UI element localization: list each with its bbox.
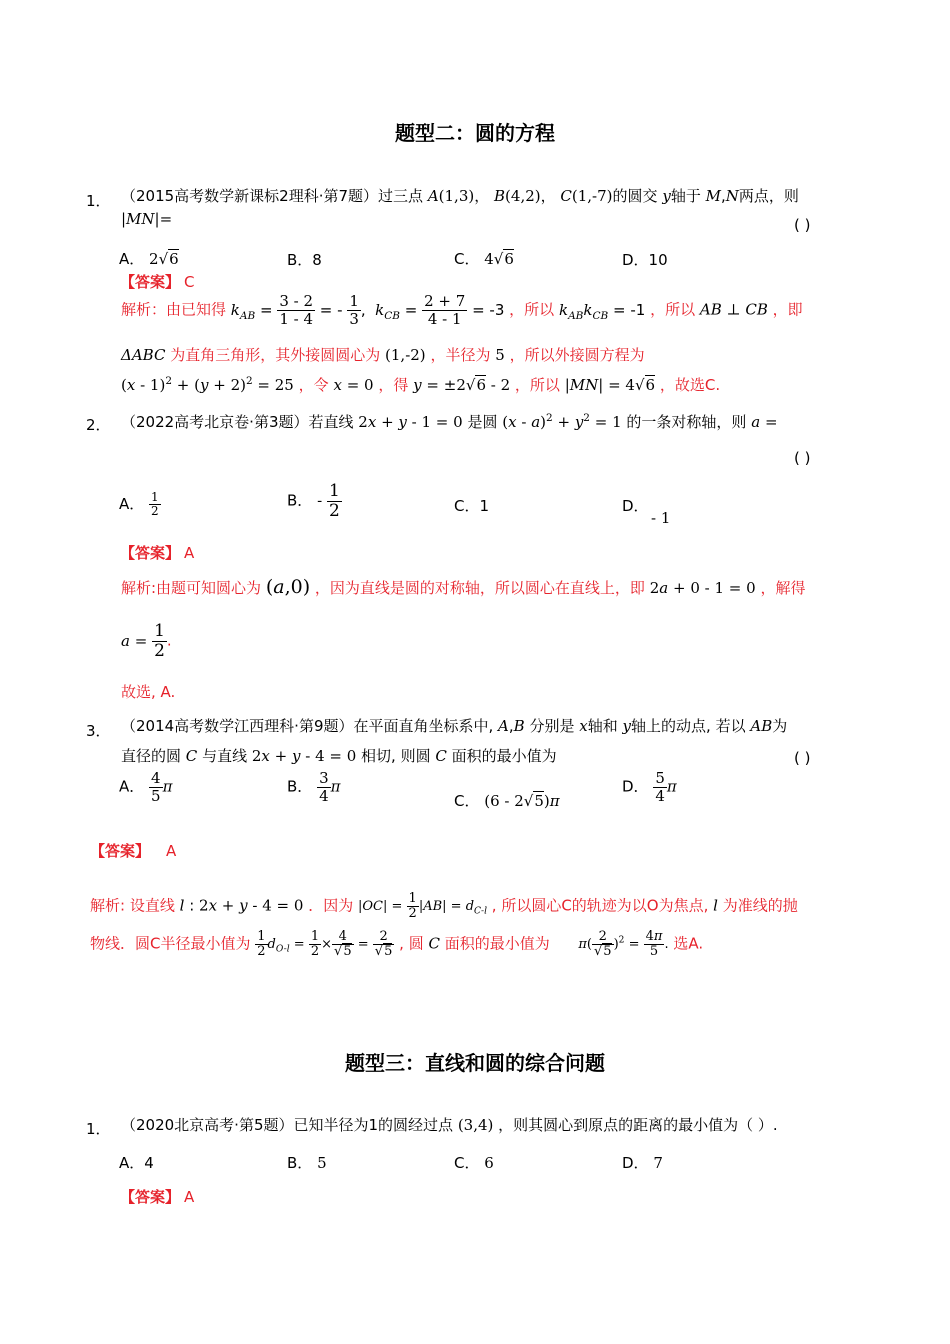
analysis-line1: 解析：由已知得 $k_{AB}$ = $\frac{3 - 2}{1 - 4}$ = - $\frac{1}{3}$ , $k_{CB}$ = $\frac{2 + 7}{4 - 1}$ = -3 ，所以 $k_{AB}k_{CB} = -1$ ，所以 AB ⊥ CB ，即 bbox=[121, 292, 803, 328]
answer-bracket: ( ) bbox=[794, 449, 811, 467]
option-a: A． 2√6 bbox=[119, 250, 179, 268]
question-text-line2: |MN|= bbox=[121, 210, 173, 228]
option-a: A． $\frac{1}{2}$ bbox=[119, 490, 159, 519]
option-a: A．4 bbox=[119, 1154, 154, 1172]
option-a: A． $\frac{4}{5}$ π bbox=[119, 769, 173, 805]
question-text: （2022高考北京卷·第3题）若直线 2x + y - 1 = 0 是圆 $(x - a)^2 + y^2 = 1$ 的一条对称轴，则 a = bbox=[121, 412, 778, 431]
analysis-line2: 物线．圆C半径最小值为 $\frac{1}{2}$ $d_{O-l}$ = $\frac{1}{2}$ × $\frac{4}{√5}$ = $\frac{2}{√5}$ , 圆 C 面积的最小值为 π( $\frac{2}{√5}$ )$^2$ = $\frac{4\pi}{5}$ . 选A. bbox=[90, 929, 704, 960]
analysis-line1: 解析: 设直线 l : 2x + y - 4 = 0 ．因为 |OC| = $\frac{1}{2}$ $|AB| = d_{C-l}$ , 所以圆心C的轨迹为以O为焦点, l 为准线的抛 bbox=[90, 891, 798, 922]
question-text: （2020北京高考·第5题）已知半径为1的圆经过点 (3,4) ，则其圆心到原点的距离的最小值为（ ）. bbox=[121, 1116, 778, 1134]
option-c: C． 6 bbox=[454, 1154, 494, 1172]
analysis-line3: 故选, A. bbox=[121, 683, 176, 701]
option-d: D． bbox=[622, 497, 649, 515]
option-c: C．1 bbox=[454, 497, 490, 515]
option-b: B． - $\frac{1}{2}$ bbox=[287, 481, 340, 521]
answer-bracket: ( ) bbox=[794, 749, 811, 767]
answer: 【答案】 A bbox=[90, 842, 177, 860]
option-d: D． 7 bbox=[622, 1154, 663, 1172]
option-d: D． $\frac{5}{4}$ π bbox=[622, 769, 677, 805]
option-b: B．8 bbox=[287, 251, 322, 269]
section2-title: 题型二：圆的方程 bbox=[395, 121, 555, 145]
answer: 【答案】 C bbox=[120, 273, 195, 291]
question-text-line2: 直径的圆 C 与直线 2x + y - 4 = 0 相切, 则圆 C 面积的最小值为 bbox=[121, 747, 557, 765]
question-number: 2． bbox=[86, 416, 111, 434]
option-b: B． 5 bbox=[287, 1154, 327, 1172]
option-c: C． (6 - 2√5)π bbox=[454, 792, 560, 810]
option-c: C． 4√6 bbox=[454, 250, 514, 268]
analysis-line1: 解析:由题可知圆心为 (a,0) ，因为直线是圆的对称轴，所以圆心在直线上，即 2a + 0 - 1 = 0 ，解得 bbox=[121, 576, 806, 598]
analysis-line2: a = $\frac{1}{2}$ . bbox=[121, 621, 172, 661]
option-b: B． $\frac{3}{4}$ π bbox=[287, 769, 341, 805]
option-d: D．10 bbox=[622, 251, 668, 269]
analysis-line2: ΔABC 为直角三角形，其外接圆圆心为 (1,-2) ，半径为 5 ，所以外接圆方程为 bbox=[121, 346, 645, 364]
question-number: 1． bbox=[86, 192, 111, 210]
section3-title: 题型三：直线和圆的综合问题 bbox=[345, 1051, 605, 1075]
question-text: （2015高考数学新课标2理科·第7题）过三点 A(1,3)， B(4,2)， C(1,-7)的圆交 y轴于 M,N两点，则 bbox=[121, 187, 799, 205]
question-number: 3． bbox=[86, 722, 111, 740]
answer: 【答案】 A bbox=[120, 1188, 195, 1206]
answer: 【答案】 A bbox=[120, 544, 195, 562]
question-text: （2014高考数学江西理科·第9题）在平面直角坐标系中, A,B 分别是 x轴和 y轴上的动点, 若以 AB为 bbox=[121, 717, 788, 735]
question-number: 1． bbox=[86, 1120, 111, 1138]
answer-bracket: ( ) bbox=[794, 216, 811, 234]
analysis-line3: $(x - 1)^2 + (y + 2)^2 = 25$ ，令 x = 0 ，得 y = ±2√6 - 2 ，所以 |MN| = 4√6 ，故选C. bbox=[121, 375, 721, 394]
option-d-value: - 1 bbox=[651, 509, 671, 527]
